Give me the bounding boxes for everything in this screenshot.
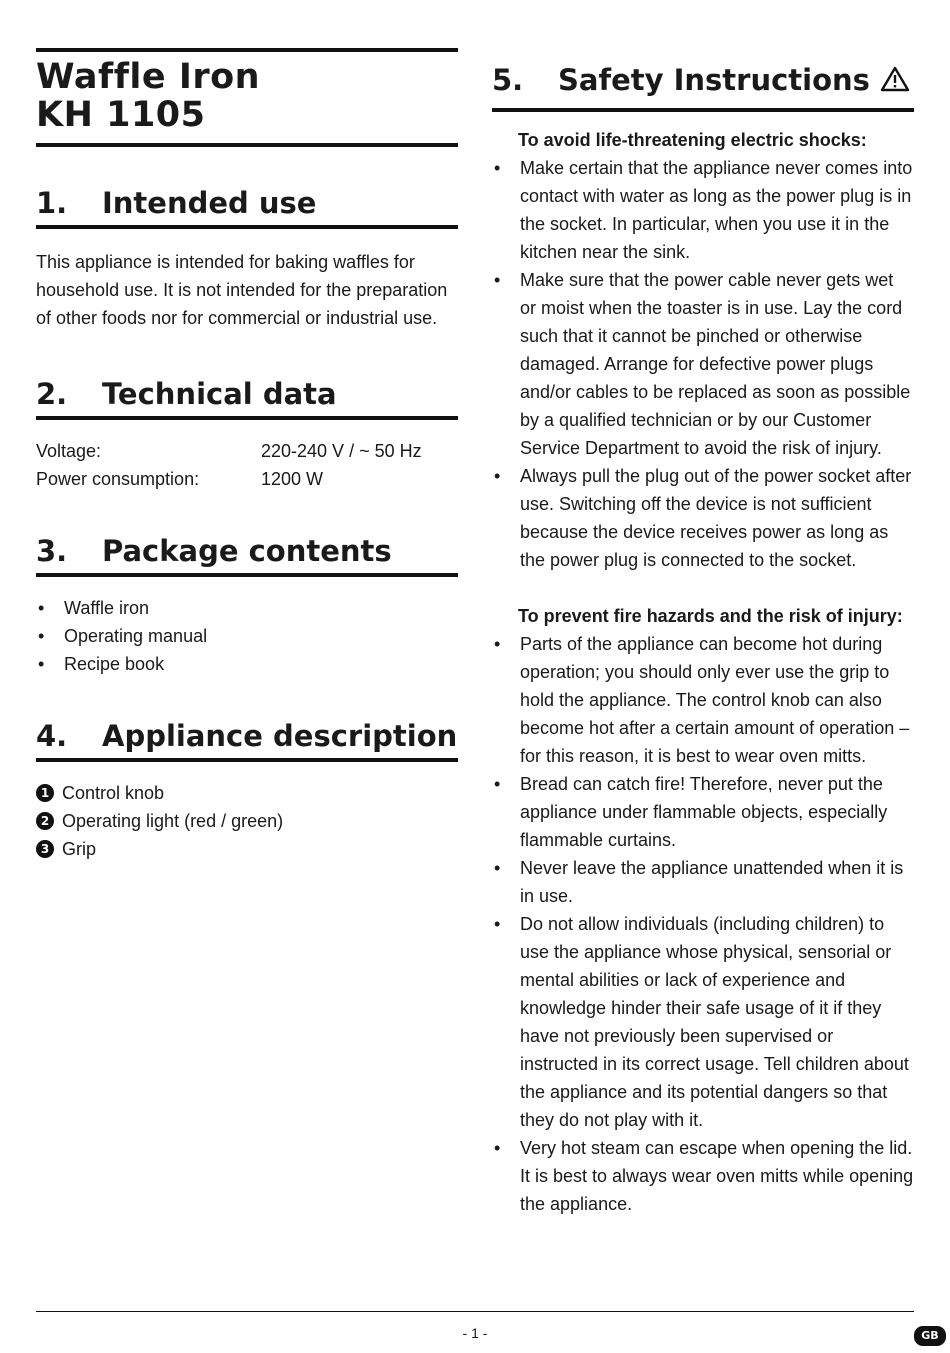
section-number: 3. <box>36 534 68 568</box>
list-item <box>492 266 914 462</box>
fire-hazard-list <box>492 630 914 1218</box>
list-item <box>492 910 914 1134</box>
section-heading <box>36 718 458 754</box>
footer-rule <box>36 1311 914 1312</box>
list-item <box>36 779 458 807</box>
title-top-rule <box>36 48 458 52</box>
bullet-icon: • <box>494 466 501 486</box>
tech-label: Voltage: <box>36 441 102 461</box>
list-item <box>492 462 914 574</box>
title-line-2: KH 1105 <box>36 95 206 135</box>
list-item <box>36 622 458 650</box>
bullet-icon: • <box>38 654 45 674</box>
section-heading <box>492 62 914 100</box>
tech-row-power <box>36 465 458 493</box>
technical-data-table <box>36 437 458 493</box>
bullet-icon: • <box>494 1138 501 1158</box>
section-title: Intended use <box>102 186 317 220</box>
section-number: 1. <box>36 186 68 220</box>
list-item <box>492 630 914 770</box>
section-title: Technical data <box>102 377 337 411</box>
tech-row-voltage <box>36 437 458 465</box>
section-title: Package contents <box>102 534 392 568</box>
package-contents-list <box>36 594 458 678</box>
appliance-description-list <box>36 779 458 863</box>
list-item-text: Control knob <box>62 783 165 803</box>
list-item-text: Operating light (red / green) <box>62 811 284 831</box>
bullet-icon: • <box>38 626 45 646</box>
list-item <box>36 835 458 863</box>
section-rule <box>36 225 458 229</box>
left-column <box>36 48 458 863</box>
list-item-text: Never leave the appliance unattended when it is in use. <box>520 858 904 906</box>
language-badge: GB <box>914 1326 946 1346</box>
bullet-icon: • <box>494 158 501 178</box>
list-item-text: Operating manual <box>64 626 208 646</box>
section-number: 5. <box>492 63 524 97</box>
bullet-icon: • <box>494 270 501 290</box>
number-marker: 2 <box>36 812 54 830</box>
warning-triangle-icon <box>880 64 910 100</box>
document-title <box>36 58 458 134</box>
tech-value: 1200 W <box>261 469 324 489</box>
tech-label: Power consumption: <box>36 469 200 489</box>
section-number: 4. <box>36 719 68 753</box>
section-title: Appliance description <box>102 719 458 753</box>
list-item-text: Always pull the plug out of the power socket after use. Switching off the device is not sufficient because the device receives power as long as the power plug is connected to the socket. <box>520 466 912 570</box>
list-item <box>492 770 914 854</box>
title-bottom-rule <box>36 143 458 147</box>
section-title-text: Safety Instructions <box>558 63 870 97</box>
list-item-text: Make sure that the power cable never gets wet or moist when the toaster is in use. Lay the cord such that it cannot be pinched or otherwise damaged. Arrange for defective power plugs and/or cables to be replaced as soon as possible by a qualified technician or by our Customer Service Department to avoid the risk of injury. <box>520 270 911 458</box>
list-item <box>492 1134 914 1218</box>
section-number: 2. <box>36 377 68 411</box>
list-item-text: Do not allow individuals (including children) to use the appliance whose physical, sensorial or mental abilities or lack of experience and knowledge hinder their safe usage of it if they have not previously been supervised or instructed in its correct usage. Tell children about the appliance and its potential dangers so that they do not play with it. <box>520 914 909 1130</box>
bullet-icon: • <box>494 858 501 878</box>
list-item-text: Bread can catch fire! Therefore, never put the appliance under flammable objects, especially flammable curtains. <box>520 774 888 850</box>
list-item <box>492 854 914 910</box>
list-item-text: Waffle iron <box>64 598 150 618</box>
section-heading <box>36 185 458 221</box>
list-item <box>36 650 458 678</box>
bullet-icon: • <box>38 598 45 618</box>
title-line-1: Waffle Iron <box>36 57 261 97</box>
bullet-icon: • <box>494 914 501 934</box>
section-rule <box>492 108 914 112</box>
list-item <box>492 154 914 266</box>
section-rule <box>36 573 458 577</box>
section-heading <box>36 533 458 569</box>
list-item <box>36 807 458 835</box>
intended-use-text: This appliance is intended for baking waffles for household use. It is not intended for the preparation of other foods nor for commercial or industrial use. <box>36 252 448 328</box>
subheading-fire-hazard: To prevent fire hazards and the risk of injury: <box>518 606 903 626</box>
number-marker: 3 <box>36 840 54 858</box>
bullet-icon: • <box>494 634 501 654</box>
section-technical-data <box>36 376 458 493</box>
section-intended-use <box>36 185 458 332</box>
subheading-electric-shock: To avoid life-threatening electric shocks: <box>518 130 867 150</box>
list-item-text: Recipe book <box>64 654 165 674</box>
section-heading <box>36 376 458 412</box>
list-item-text: Parts of the appliance can become hot during operation; you should only ever use the grip to hold the appliance. The control knob can also become hot after a certain amount of operation – for this reason, it is best to wear oven mitts. <box>520 634 910 766</box>
page-number: - 1 - <box>462 1325 488 1341</box>
list-item <box>36 594 458 622</box>
section-package-contents <box>36 533 458 678</box>
section-appliance-description <box>36 718 458 863</box>
section-title <box>558 62 910 100</box>
bullet-icon: • <box>494 774 501 794</box>
section-rule <box>36 758 458 762</box>
number-marker: 1 <box>36 784 54 802</box>
section-rule <box>36 416 458 420</box>
electric-shock-list <box>492 154 914 574</box>
tech-value: 220-240 V / ~ 50 Hz <box>261 441 422 461</box>
list-item-text: Very hot steam can escape when opening the lid. It is best to always wear oven mitts while opening the appliance. <box>520 1138 914 1214</box>
list-item-text: Make certain that the appliance never comes into contact with water as long as the power plug is in the socket. In particular, when you use it in the kitchen near the sink. <box>520 158 913 262</box>
right-column <box>492 48 914 1218</box>
list-item-text: Grip <box>62 839 97 859</box>
